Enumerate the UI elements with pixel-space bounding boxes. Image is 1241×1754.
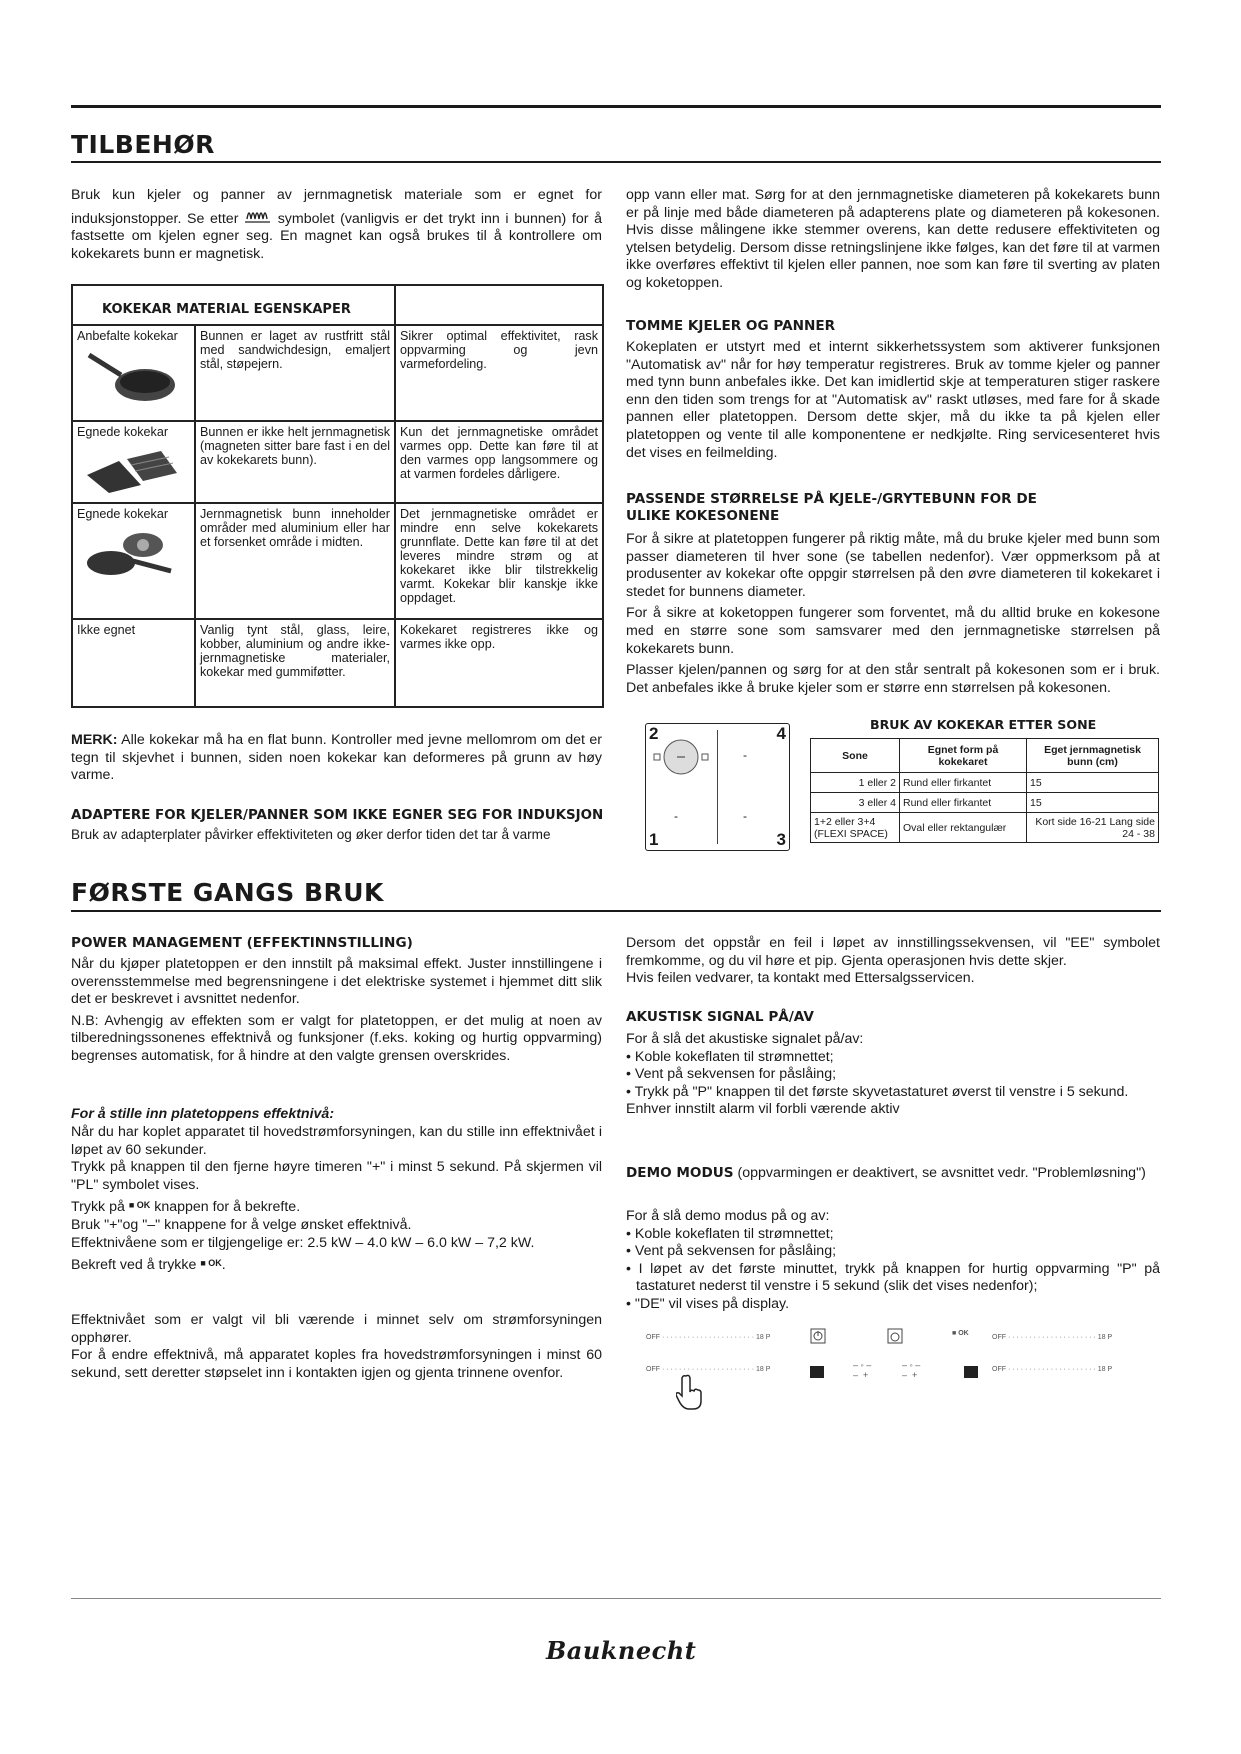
frying-pan-icon [81, 349, 181, 405]
ok-button-icon: ■ OK [128, 1200, 151, 1211]
slider-bottom-left: OFF · · · · · · · · · · · · · · · · · · · · · · 18 P [646, 1366, 771, 1373]
table-row: Egnede kokekar Bunnen er ikke helt jernmagnetisk (magneten sitter bare fast i en del av kokekarets bunn). Kun det jernmagnetiske området varmes opp. Dette kan føre til at den varmes opp langsommere og at varmen fordeles dårligere. [72, 421, 603, 503]
slider-top-right: OFF · · · · · · · · · · · · · · · · · · · · · 18 P [992, 1334, 1113, 1341]
zone-size-table: Sone Egnet form på kokekaret Eget jernmagnetisk bunn (cm) 1 eller 2 Rund eller firkantet 15 3 eller 4 Rund eller firkantet 15 1+2 eller 3+4 (FLEXI SPACE) Oval eller rektangulær Kort side 16-21 Lang side 24 - 38 [810, 738, 1159, 843]
grill-pan-icon [81, 445, 181, 495]
pot-on-zone-icon [652, 738, 710, 778]
power-heading: POWER MANAGEMENT (EFFEKTINNSTILLING) [71, 935, 413, 951]
akustisk-heading: AKUSTISK SIGNAL PÅ/AV [626, 1009, 814, 1025]
zone-table-caption: BRUK AV KOKEKAR ETTER SONE [870, 717, 1097, 732]
adapter-paragraph: Bruk av adapterplater påvirker effektiviteten og øker derfor tiden det tar å varme [71, 827, 551, 842]
slider-bottom-right: OFF · · · · · · · · · · · · · · · · · · · · · 18 P [992, 1366, 1113, 1373]
display-right [964, 1366, 978, 1378]
title-rule-tilbehor [71, 161, 1161, 163]
control-panel-illustration [630, 1322, 1162, 1422]
top-rule [71, 105, 1161, 108]
table-header: KOKEKAR MATERIAL EGENSKAPER [72, 285, 395, 325]
list-item: • Koble kokeflaten til strømnettet; [626, 1048, 834, 1065]
table-row: Ikke egnet Vanlig tynt stål, glass, leire, kobber, aluminium og andre ikke-jernmagnetiske materialer, kokekar med gummiføtter. Kokekaret registreres ikke og varmes ikke opp. [72, 619, 603, 707]
tomme-heading: TOMME KJELER OG PANNER [626, 318, 836, 334]
list-item: • Trykk på "P" knappen til det første skyvetastaturet øverst til venstre i 5 sekund. [626, 1083, 1129, 1100]
pan-set-icon [81, 527, 181, 583]
table-row: 3 eller 4 Rund eller firkantet 15 [811, 793, 1159, 813]
brand-logo: Bauknecht [546, 1636, 697, 1665]
table-row: Anbefalte kokekar Bunnen er laget av rustfritt stål med sandwichdesign, emaljert stål, støpejern. Sikrer optimal effektivitet, rask oppvarming og jevn varmefordeling. [72, 325, 603, 421]
section-title-forste: FØRSTE GANGS BRUK [71, 878, 384, 907]
adapter-heading: ADAPTERE FOR KJELER/PANNER SOM IKKE EGNER SEG FOR INDUKSJON [71, 808, 604, 823]
list-item: • Vent på sekvensen for påslåing; [626, 1243, 837, 1260]
display-left [810, 1366, 824, 1378]
section-title-tilbehor: TILBEHØR [71, 130, 215, 159]
tomme-paragraph: Kokeplaten er utstyrt med et internt sikkerhetssystem som aktiverer funksjonen "Automatisk av" når for høy temperatur registreres. Bruk av tomme kjeler og panner med tynn bunn anbefales ikke. Det kan imidlertid skje at temperaturen stiger raskere enn den tiden som trengs for at "Automatisk av" raskt utløses, med fare for å skade pannen eller platetoppen. Dersom dette skjer, må du ikke ta på kjelen eller platetoppen og vente til alle komponentene er nedkjølte. Ring servicesenteret hvis det vises en feilmelding. [626, 339, 1160, 461]
table-row: 1+2 eller 3+4 (FLEXI SPACE) Oval eller rektangulær Kort side 16-21 Lang side 24 - 38 [811, 813, 1159, 843]
lock-icon [887, 1328, 903, 1344]
stille-heading: For å stille inn platetoppens effektnivå: [71, 1106, 335, 1122]
passende-heading: PASSENDE STØRRELSE PÅ KJELE-/GRYTEBUNN FOR DE ULIKE KOKESONENE [626, 491, 1037, 524]
stille-steps: Når du har koplet apparatet til hovedstrømforsyningen, kan du stille inn effektnivået i løpet av 60 sekunder. Trykk på knappen til den fjerne høyre timeren "+" i minst 5 sekund. På skjermen vil "PL" symbolet vises. Trykk på $^{■ OK}$ knappen for å bekrefte. Bruk "+"og "–" knappene for å velge ønsket effektnivå. Effektnivåene som er tilgjengelige er: 2.5 kW – 4.0 kW – 6.0 kW – 7,2 kW. Bekreft ved å trykke $^{■ OK}$. [71, 1124, 602, 1274]
induction-coil-icon [244, 205, 272, 225]
adapter-continued: opp vann eller mat. Sørg for at den jernmagnetiske diameteren på kokekarets bunn er på linje med både diameteren på adapterens plate og diameteren på kokesonen. Hvis disse målingene ikke stemmer overens, kan dette redusere effektiviteten og ytelsen betydelig. Dersom disse retningslinjene ikke følges, kan det føre til at varmen ikke overføres effektivt til kjelen eller pannen, noe som kan føre til sverting av platen og koketoppen. [626, 187, 1160, 291]
hob-zone-diagram: 2 4 1 3 - - - [645, 723, 790, 851]
list-item: • Vent på sekvensen for påslåing; [626, 1066, 837, 1083]
stille-notes: Effektnivået som er valgt vil bli værende i minnet selv om strømforsyningen opphører. For å endre effektnivå, må apparatet koples fra hovedstrømforsyningen i minst 60 sekund, sett deretter støpselet inn i kontakten igjen og gjenta trinnene ovenfor. [71, 1312, 602, 1381]
demo-list: For å slå demo modus på og av: • Koble kokeflaten til strømnettet; • Vent på sekvensen for påslåing; • I løpet av det første minuttet, trykk på knappen for hurtig oppvarming "P" på tastaturet nederst til venstre i 5 sekund (slik det vises nedenfor); • "DE" vil vises på display. [626, 1208, 1160, 1312]
footer-rule [71, 1598, 1161, 1599]
slider-top-left: OFF · · · · · · · · · · · · · · · · · · · · · · 18 P [646, 1334, 771, 1341]
demo-heading: DEMO MODUS (oppvarmingen er deaktivert, se avsnittet vedr. "Problemløsning") [626, 1165, 1146, 1181]
title-rule-forste [71, 910, 1161, 912]
power-paragraphs: Når du kjøper platetoppen er den innstilt på maksimal effekt. Juster innstillingene i overensstemmelse med begrensningene i det elektriske systemet i hjemmet ditt slik det er beskrevet i avsnittet nedenfor. N.B: Avhengig av effekten som er valgt for platetoppen, er det mulig at noen av tilberedningssonenes effektnivå og funksjoner (f.eks. koking og hurtig oppvarming) begrenses automatisk, for å hindre at den valgte grensen overskrides. [71, 956, 602, 1064]
ok-button[interactable]: ■ OK [952, 1330, 969, 1337]
intro-paragraph: Bruk kun kjeler og panner av jernmagnetisk materiale som er egnet for induksjonstopper. Se etter symbolet (vanligvis er det trykt inn i bunnen) for å fastsette om kjelen egner seg. En magnet kan også brukes til å kontrollere om kokekarets bunn er magnetisk. [71, 187, 602, 262]
merk-note: MERK: Alle kokekar må ha en flat bunn. Kontroller med jevne mellomrom om det er tegn til skjevhet i bunnen, siden noen kokekar kan deformeres på grunn av høy varme. [71, 732, 602, 784]
pointing-hand-icon [676, 1374, 704, 1410]
timer-right-controls[interactable]: – ◦ – – + [902, 1360, 921, 1380]
cookware-material-table [71, 284, 604, 708]
akustisk-list: For å slå det akustiske signalet på/av: • Koble kokeflaten til strømnettet; • Vent på sekvensen for påslåing; • Trykk på "P" knappen til det første skyvetastaturet øverst til venstre i 5 sekund. Enhver innstilt alarm vil forbli værende aktiv [626, 1031, 1160, 1119]
ok-button-icon: ■ OK [200, 1258, 222, 1269]
list-item: • Koble kokeflaten til strømnettet; [626, 1225, 834, 1242]
table-row: Egnede kokekar Jernmagnetisk bunn inneholder områder med aluminium eller har et forsenket område i midten. Det jernmagnetiske området er mindre enn selve kokekarets grunnflate. Dette kan føre til at det leveres mindre strøm og at kokekaret ikke blir tilstrekkelig varmt. Kokekar blir kanskje ikke oppdaget. [72, 503, 603, 619]
timer-left-controls[interactable]: – ◦ – – + [853, 1360, 872, 1380]
passende-paragraphs: For å sikre at platetoppen fungerer på riktig måte, må du bruke kjeler med bunn som passer diameteren til hver sone (se tabellen nedenfor). Vær oppmerksom på at produsenter av kokekar ofte oppgir størrelsen på den øvre diameteren til kokekaret i stedet for bunnens diameter. For å sikre at koketoppen fungerer som forventet, må du alltid bruke en kokesone med en større sone som samsvarer med den jernmagnetiske størrelsen på kokekarets bunn. Plasser kjelen/pannen og sørg for at den står sentralt på kokesonen som er i bruk. Det anbefales ikke å bruke kjeler som er større enn størrelsen på kokesonen. [626, 531, 1160, 696]
table-row: 1 eller 2 Rund eller firkantet 15 [811, 773, 1159, 793]
list-item: • I løpet av det første minuttet, trykk på knappen for hurtig oppvarming "P" på tastaturet nederst til venstre i 5 sekund (slik det vises nedenfor); [626, 1260, 1160, 1295]
power-icon [810, 1328, 826, 1344]
error-paragraph: Dersom det oppstår en feil i løpet av innstillingssekvensen, vil "EE" symbolet fremkomme, og du vil høre et pip. Gjenta operasjonen hvis dette skjer. Hvis feilen vedvarer, ta kontakt med Ettersalgsservicen. [626, 935, 1160, 987]
list-item: • "DE" vil vises på display. [626, 1295, 790, 1312]
